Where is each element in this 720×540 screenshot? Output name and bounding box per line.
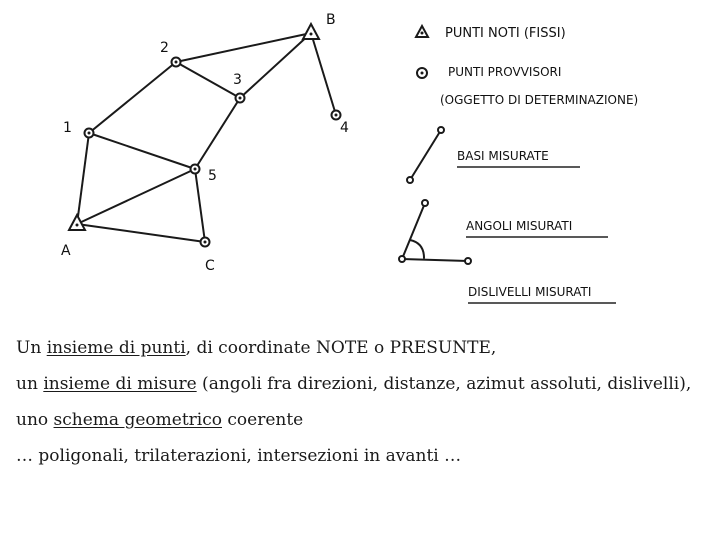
point-label-1: 1 [63, 120, 72, 136]
edge-2-3 [176, 62, 240, 98]
term-insieme-di-punti: insieme di punti [46, 338, 186, 358]
text-line-2-suffix: (angoli fra direzioni, distanze, azimut assoluti, dislivelli), [196, 374, 692, 394]
point-5-center-dot [194, 168, 197, 171]
edge-2-B [176, 33, 311, 62]
text-line-3-prefix: uno [16, 410, 54, 430]
edge-1-2 [89, 62, 176, 133]
text-line-2 [16, 366, 706, 402]
legend-measured-angles-label: ANGOLI MISURATI [466, 219, 573, 233]
edge-B-4 [311, 33, 336, 115]
legend-provisional-points-label: PUNTI PROVVISORI [448, 65, 562, 79]
base-start-point [438, 127, 444, 133]
text-line-1-suffix: , di coordinate NOTE o PRESUNTE, [185, 338, 497, 358]
legend-measured-heights-label: DISLIVELLI MISURATI [468, 285, 592, 299]
legend-fixed-points-label: PUNTI NOTI (FISSI) [445, 26, 566, 41]
point-3-center-dot [239, 97, 242, 100]
term-schema-geometrico: schema geometrico [53, 410, 222, 430]
description-text [16, 330, 706, 474]
point-label-2: 2 [160, 40, 169, 56]
point-A-center-dot [76, 224, 79, 227]
base-end-point [407, 177, 413, 183]
point-B-center-dot [310, 33, 313, 36]
angle-end-point-right [465, 258, 471, 264]
edge-A-5 [77, 169, 195, 224]
legend-provisional-note: (OGGETTO DI DETERMINAZIONE) [440, 93, 639, 107]
fixed-point-A-triangle-icon [69, 215, 85, 230]
point-2-center-dot [175, 61, 178, 64]
text-line-2-prefix: un [16, 374, 44, 394]
angle-end-point-top [422, 200, 428, 206]
circle-point-dot [421, 72, 424, 75]
legend-measured-heights [468, 285, 616, 303]
legend-measured-bases [407, 127, 580, 183]
edge-3-B [240, 33, 311, 98]
text-line-3 [16, 402, 706, 438]
network-nodes [69, 24, 341, 247]
legend-fixed-points [416, 26, 566, 41]
angle-ray-right [402, 259, 468, 261]
point-C-center-dot [204, 241, 207, 244]
angle-vertex-point [399, 256, 405, 262]
term-insieme-di-misure: insieme di misure [43, 374, 197, 394]
text-line-4: … poligonali, trilaterazioni, intersezioni in avanti … [16, 446, 462, 466]
fixed-point-B-triangle-icon [303, 24, 319, 39]
point-label-5: 5 [208, 168, 217, 184]
network-edges [77, 33, 336, 242]
triangle-point-dot [421, 32, 424, 35]
point-label-A: A [61, 243, 71, 259]
text-line-3-suffix: coerente [221, 410, 304, 430]
angle-arc-icon [410, 240, 424, 258]
legend [399, 26, 638, 303]
legend-measured-bases-label: BASI MISURATE [457, 149, 549, 163]
point-1-center-dot [88, 132, 91, 135]
edge-A-1 [77, 133, 89, 224]
edge-1-5 [89, 133, 195, 169]
angle-ray-up [402, 203, 425, 259]
point-label-3: 3 [233, 72, 242, 88]
point-label-C: C [205, 258, 215, 274]
legend-measured-angles [399, 200, 608, 264]
point-4-center-dot [335, 114, 338, 117]
text-line-1 [16, 330, 706, 366]
edge-A-C [77, 224, 205, 242]
text-line-1-prefix: Un [16, 338, 47, 358]
edge-5-C [195, 169, 205, 242]
legend-provisional-points [417, 65, 638, 107]
point-label-4: 4 [340, 120, 349, 136]
base-line-icon [410, 130, 441, 180]
edge-3-5 [195, 98, 240, 169]
point-label-B: B [326, 12, 336, 28]
